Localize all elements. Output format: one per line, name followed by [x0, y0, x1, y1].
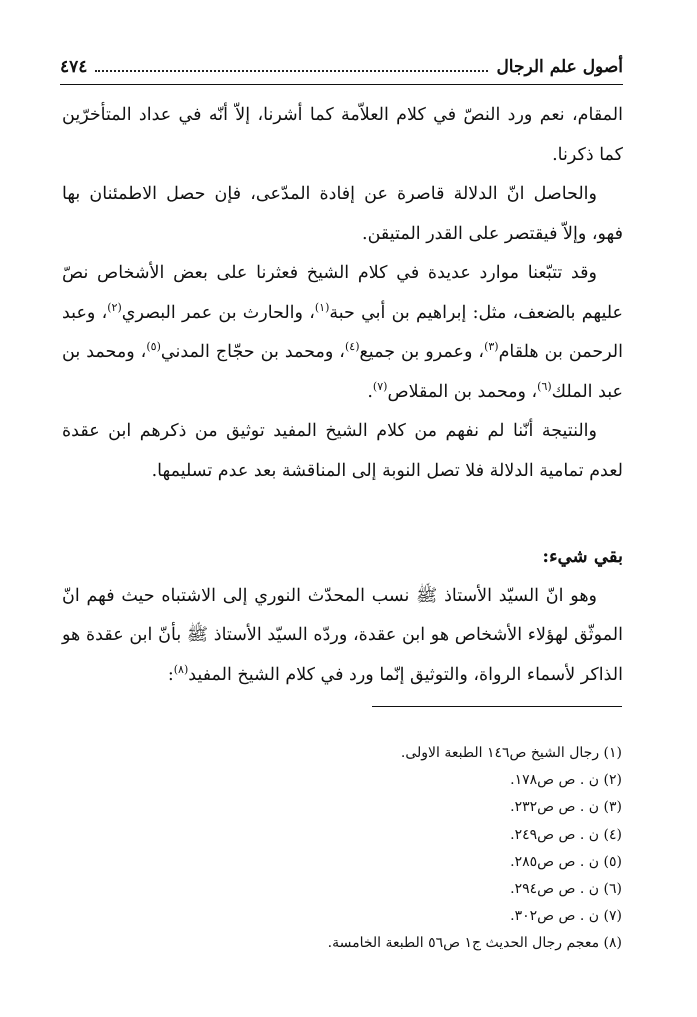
page-header [60, 52, 623, 82]
footnote-separator [372, 706, 622, 707]
footnote-2: (٢) ن . ص ص١٧٨. [510, 772, 622, 789]
footnote-ref-8: (٨) [173, 662, 189, 676]
footnote-7: (٧) ن . ص ص٣٠٢. [510, 908, 622, 925]
main-text [62, 96, 623, 695]
footnote-6: (٦) ن . ص ص٢٩٤. [510, 881, 622, 898]
footnote-ref-3: (٣) [484, 340, 499, 354]
footnote-1: (١) رجال الشيخ ص١٤٦ الطبعة الاولى. [400, 745, 622, 761]
paragraph-examples: وقد تتبّعنا موارد عديدة في كلام الشيخ فعثرنا على بعض الأشخاص نصّ عليهم بالضعف، مثل: إبراهيم بن أبي حبة$^{(١)}$، والحارث بن عمر البصري$^{(٢)}$، وعبد الرحمن بن هلقام$^{(٣)}$، وعمرو بن جميع$^{(٤)}$، ومحمد بن حجّاج المدني$^{(٥)}$، ومحمد بن عبد الملك$^{(٦)}$، ومحمد بن المقلاص$^{(٧)}$. [62, 263, 624, 402]
footnote-ref-2: (٢) [107, 300, 122, 314]
paragraph-remaining: وهو انّ السيّد الأستاذ ﷺ نسب المحدّث النوري إلى الاشتباه حيث فهم انّ الموثّق لهؤلاء الأشخاص هو ابن عقدة، وردّه السيّد الأستاذ ﷺ بأنّ ابن عقدة هو الذاكر لأسماء الرواة، والتوثيق إنّما ورد في كلام الشيخ المفيد$^{(٨)}$: [62, 585, 624, 685]
footnote-4: (٤) ن . ص ص٢٤٩. [510, 826, 622, 843]
header-rule [60, 84, 623, 85]
footnote-5: (٥) ن . ص ص٢٨٥. [510, 853, 622, 870]
paragraph-summary: والحاصل انّ الدلالة قاصرة عن إفادة المدّعى، فإن حصل الاطمئنان بها فهو، وإلاّ فيقتصر على القدر المتيقن. [62, 184, 623, 244]
page-number: ٤٧٤ [60, 57, 88, 77]
paragraph-continuation: المقام، نعم ورد النصّ في كلام العلاّمة كما أشرنا، إلاّ أنّه في عداد المتأخرّين كما ذكرنا. [62, 105, 623, 165]
footnote-8: (٨) معجم رجال الحديث ج١ ص٥٦ الطبعة الخامسة. [327, 935, 622, 952]
footnote-ref-7: (٧) [372, 379, 388, 393]
paragraph-conclusion: والنتيجة أنّنا لم نفهم من كلام الشيخ المفيد توثيق من ذكرهم ابن عقدة لعدم تمامية الدلالة فلا تصل النوبة إلى المناقشة بعد عدم تسليمها. [62, 421, 623, 481]
footnote-ref-6: (٦) [537, 379, 552, 393]
section-heading: بقي شيء: [542, 546, 623, 567]
footnote-ref-5: (٥) [146, 340, 161, 354]
footnote-ref-4: (٤) [344, 340, 360, 354]
footnotes [102, 740, 622, 958]
footnote-ref-1: (١) [314, 300, 330, 314]
footnote-3: (٣) ن . ص ص٢٣٢. [510, 799, 622, 816]
header-dot-leader [95, 70, 488, 72]
book-title: أصول علم الرجال [496, 57, 623, 77]
